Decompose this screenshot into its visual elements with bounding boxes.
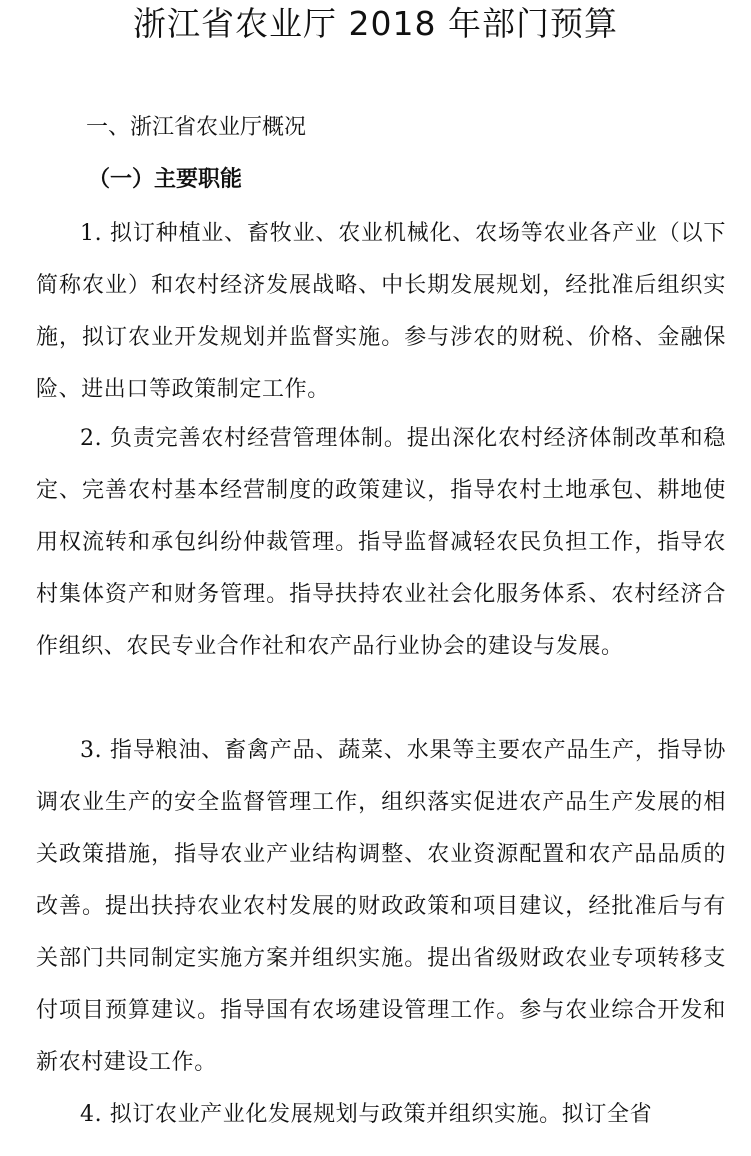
paragraph-1: 1. 拟订种植业、畜牧业、农业机械化、农场等农业各产业（以下简称农业）和农村经济发展战略、中长期发展规划，经批准后组织实施，拟订农业开发规划并监督实施。参与涉农的财税、价格、金融保险、进出口等政策制定工作。 <box>36 221 726 402</box>
section-heading: 一、浙江省农业厅概况 <box>86 115 307 140</box>
paragraph-3: 3. 指导粮油、畜禽产品、蔬菜、水果等主要农产品生产，指导协调农业生产的安全监督管理工作，组织落实促进农产品生产发展的相关政策措施，指导农业产业结构调整、农业资源配置和农产品品质的改善。提出扶持农业农村发展的财政政策和项目建议，经批准后与有关部门共同制定实施方案并组织实施。提出省级财政农业专项转移支付项目预算建议。指导国有农场建设管理工作。参与农业综合开发和新农村建设工作。 <box>36 738 726 1075</box>
paragraph-4: 4. 拟订农业产业化发展规划与政策并组织实施。拟订全省 <box>80 1102 653 1127</box>
document-title: 浙江省农业厅 2018 年部门预算 <box>133 4 618 43</box>
subsection-heading: （一）主要职能 <box>88 166 243 192</box>
paragraph-2: 2. 负责完善农村经营管理体制。提出深化农村经济体制改革和稳定、完善农村基本经营制度的政策建议，指导农村土地承包、耕地使用权流转和承包纠纷仲裁管理。指导监督减轻农民负担工作，指导农村集体资产和财务管理。指导扶持农业社会化服务体系、农村经济合作组织、农民专业合作社和农产品行业协会的建设与发展。 <box>36 426 726 659</box>
